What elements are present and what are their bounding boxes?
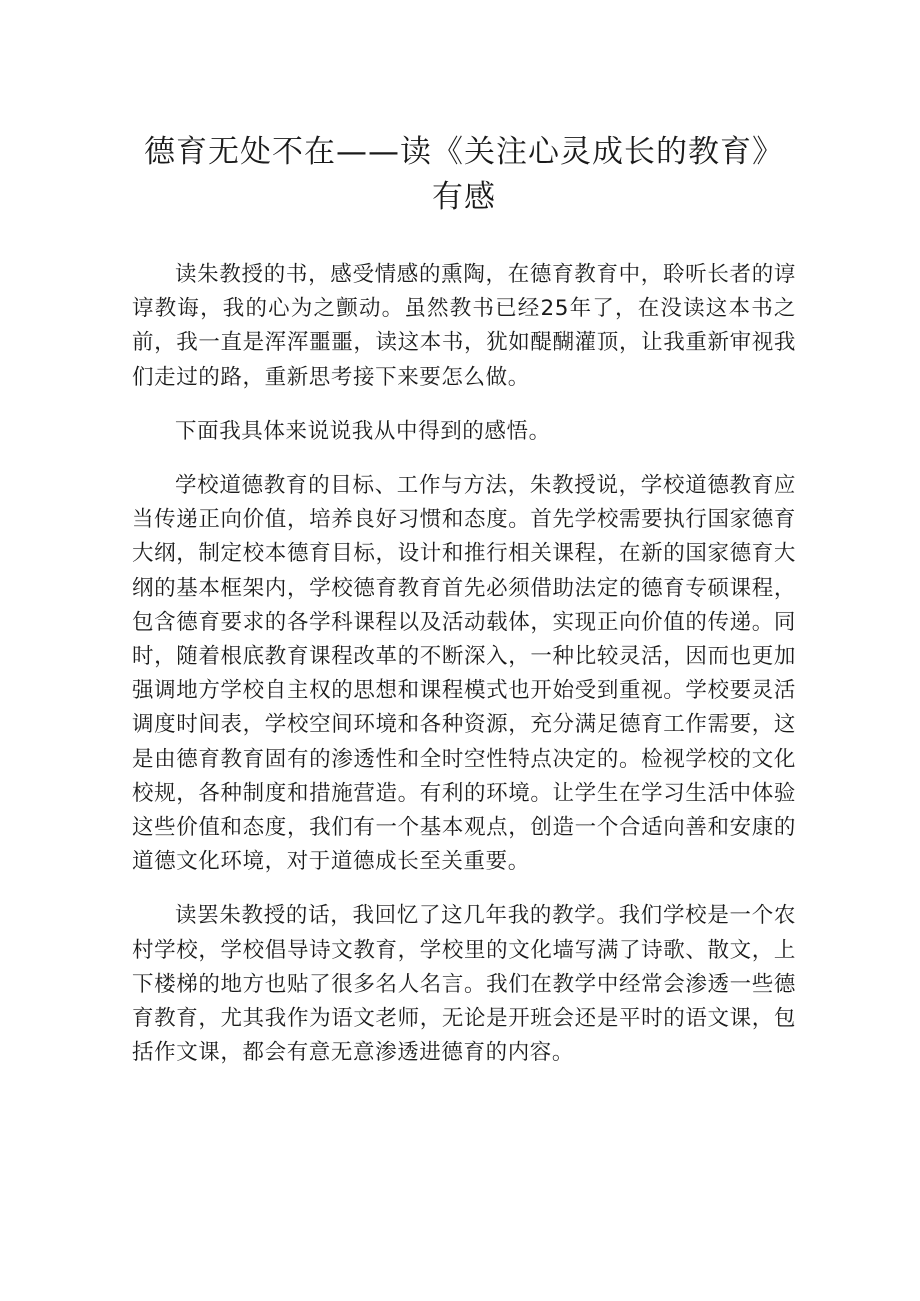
paragraph-4: 读罢朱教授的话，我回忆了这几年我的教学。我们学校是一个农村学校，学校倡导诗文教育，学校里的文化墙写满了诗歌、散文，上下楼梯的地方也贴了很多名人名言。我们在教学中经常会渗透一些德育教育，尤其我作为语文老师，无论是开班会还是平时的语文课，包括作文课，都会有意无意渗透进德育的内容。: [132, 903, 796, 1066]
document-title: [132, 130, 796, 220]
document-body: [132, 258, 796, 1070]
paragraph-3: 学校道德教育的目标、工作与方法，朱教授说，学校道德教育应当传递正向价值，培养良好习惯和态度。首先学校需要执行国家德育大纲，制定校本德育目标，设计和推行相关课程，在新的国家德育大纲的基本框架内，学校德育教育首先必须借助法定的德育专硕课程，包含德育要求的各学科课程以及活动载体，实现正向价值的传递。同时，随着根底教育课程改革的不断深入，一种比较灵活，因而也更加强调地方学校自主权的思想和课程模式也开始受到重视。学校要灵活调度时间表，学校空间环境和各种资源，充分满足德育工作需要，这是由德育教育固有的渗透性和全时空性特点决定的。检视学校的文化校规，各种制度和措施营造。有利的环境。让学生在学习生活中体验这些价值和态度，我们有一个基本观点，创造一个合适向善和安康的道德文化环境，对于道德成长至关重要。: [132, 473, 796, 875]
title-line-2: 有感: [432, 179, 496, 215]
paragraph-2: 下面我具体来说说我从中得到的感悟。: [175, 418, 551, 444]
paragraph-1: 读朱教授的书，感受情感的熏陶，在德育教育中，聆听长者的谆谆教诲，我的心为之颤动。虽然教书已经25年了，在没读这本书之前，我一直是浑浑噩噩，读这本书，犹如醍醐灌顶，让我重新审视我们走过的路，重新思考接下来要怎么做。: [132, 262, 796, 390]
title-line-1: 德育无处不在——读《关注心灵成长的教育》: [144, 134, 784, 170]
